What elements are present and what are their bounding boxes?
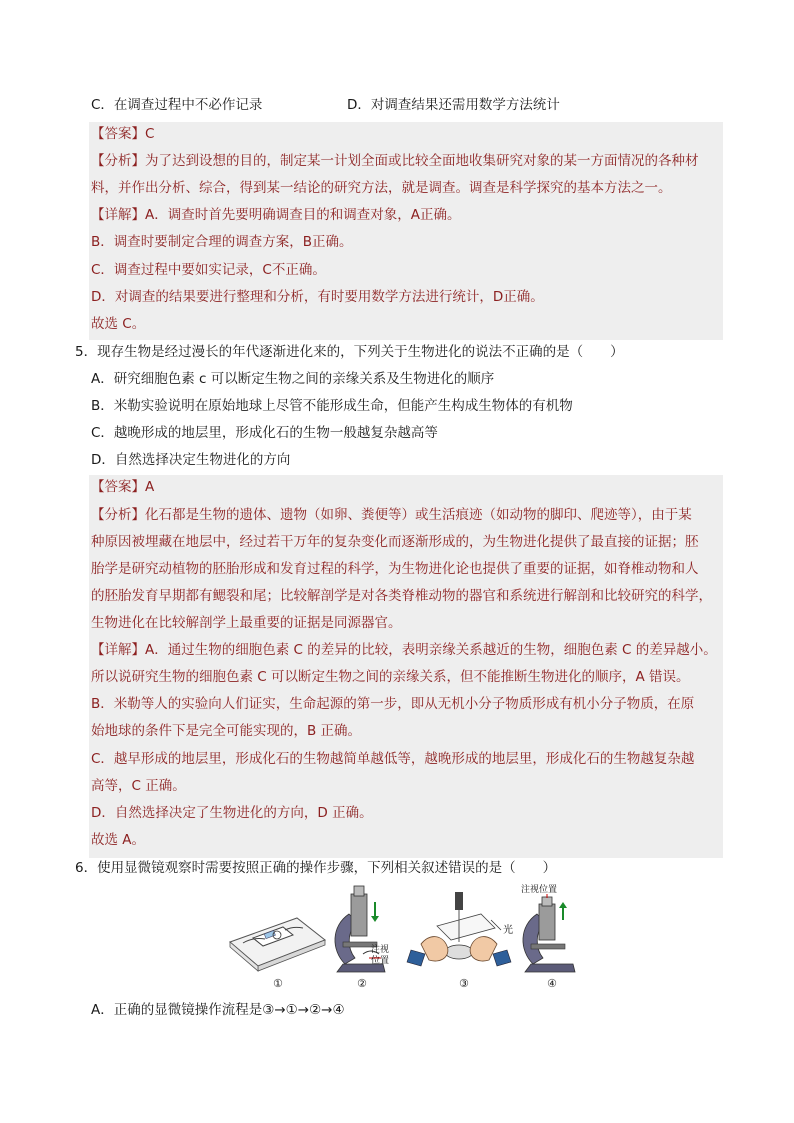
q4-answer xyxy=(91,124,154,144)
step2-microscope-illustration xyxy=(335,886,389,972)
analysis-text: 化石都是生物的遗体、遗物（如卵、粪便等）或生活痕迹（如动物的脚印、爬迹等），由于某 xyxy=(145,507,692,523)
q6-stem: 6．使用显微镜观察时需要按照正确的操作步骤，下列相关叙述错误的是（ ） xyxy=(75,860,557,876)
q6-option-a: A．正确的显微镜操作流程是③→①→②→④ xyxy=(91,1002,345,1018)
q5-analysis-line-5: 生物进化在比较解剖学上最重要的证据是同源器官。 xyxy=(91,615,402,631)
svg-text:光: 光 xyxy=(503,925,513,936)
microscope-steps-illustration xyxy=(225,880,580,992)
analysis-text: 为了达到设想的目的，制定某一计划全面或比较全面地收集研究对象的某一方面情况的各种材 xyxy=(145,153,699,169)
detail-text: A．调查时首先要明确调查目的和调查对象，A正确。 xyxy=(145,207,461,223)
q5-analysis-line-1 xyxy=(91,505,692,525)
q5-option-b: B．米勒实验说明在原始地球上尽管不能形成生命，但能产生构成生物体的有机物 xyxy=(91,398,573,414)
figure-label-step2: ② xyxy=(357,977,367,990)
q4-detail-d: D．对调查的结果要进行整理和分析，有时要用数学方法进行统计，D正确。 xyxy=(91,289,544,305)
q4-detail-c: C．调查过程中要如实记录，C不正确。 xyxy=(91,262,326,278)
q4-analysis-line-1 xyxy=(91,151,699,171)
q5-detail-a-1 xyxy=(91,640,717,660)
answer-value: A xyxy=(145,479,155,495)
step1-stage-illustration xyxy=(230,918,325,971)
q5-option-c: C．越晚形成的地层里，形成化石的生物一般越复杂越高等 xyxy=(91,425,438,441)
q5-stem: 5．现存生物是经过漫长的年代逐渐进化来的，下列关于生物进化的说法不正确的是（ ） xyxy=(75,344,624,360)
figure-label-step4: ④ xyxy=(547,977,557,990)
svg-text:位置: 位置 xyxy=(371,956,390,966)
q5-detail-b-1: B．米勒等人的实验向人们证实，生命起源的第一步，即从无机小分子物质形成有机小分子物质，在原 xyxy=(91,696,695,712)
q5-analysis-line-2: 种原因被埋藏在地层中，经过若干万年的复杂变化而逐渐形成的，为生物进化提供了最直接的证据；胚 xyxy=(91,534,699,550)
detail-tag: 【详解】 xyxy=(91,642,145,658)
q4-analysis-line-2: 料，并作出分析、综合，得到某一结论的研究方法，就是调查。调查是科学探究的基本方法之一。 xyxy=(91,180,672,196)
answer-tag: 【答案】 xyxy=(91,479,145,495)
q5-analysis-line-4: 的胚胎发育早期都有鳃裂和尾；比较解剖学是对各类脊椎动物的器官和系统进行解剖和比较研究的科学， xyxy=(91,588,712,604)
figure-label-step3: ③ xyxy=(459,977,469,990)
answer-tag: 【答案】 xyxy=(91,126,145,142)
detail-text: A．通过生物的细胞色素 C 的差异的比较，表明亲缘关系越近的生物，细胞色素 C 的差异越小。 xyxy=(145,642,717,658)
microscope-steps-figure xyxy=(225,880,580,992)
q4-detail-b: B．调查时要制定合理的调查方案，B正确。 xyxy=(91,234,353,250)
q4-detail-a xyxy=(91,205,460,225)
q4-conclusion: 故选 C。 xyxy=(91,316,146,332)
q4-option-c: C．在调查过程中不必作记录 xyxy=(91,97,263,113)
q5-detail-a-2: 所以说研究生物的细胞色素 C 可以断定生物之间的亲缘关系，但不能推断生物进化的顺序，A 错误。 xyxy=(91,669,690,685)
q5-detail-d: D．自然选择决定了生物进化的方向，D 正确。 xyxy=(91,805,373,821)
svg-text:注视: 注视 xyxy=(371,945,390,955)
q5-detail-b-2: 始地球的条件下是完全可能实现的，B 正确。 xyxy=(91,723,362,739)
q5-analysis-line-3: 胎学是研究动植物的胚胎形成和发育过程的科学，为生物进化论也提供了重要的证据，如脊椎动物和人 xyxy=(91,561,699,577)
q5-option-a: A．研究细胞色素 c 可以断定生物之间的亲缘关系及生物进化的顺序 xyxy=(91,371,495,387)
detail-tag: 【详解】 xyxy=(91,207,145,223)
analysis-tag: 【分析】 xyxy=(91,153,145,169)
svg-text:注视位置: 注视位置 xyxy=(521,885,558,895)
analysis-tag: 【分析】 xyxy=(91,507,145,523)
q5-answer xyxy=(91,477,154,497)
q5-option-d: D．自然选择决定生物进化的方向 xyxy=(91,452,291,468)
step3-mirror-illustration xyxy=(407,892,513,966)
q5-detail-c-1: C．越早形成的地层里，形成化石的生物越简单越低等，越晚形成的地层里，形成化石的生物越复杂越 xyxy=(91,751,695,767)
q5-conclusion: 故选 A。 xyxy=(91,832,146,848)
q5-detail-c-2: 高等，C 正确。 xyxy=(91,778,186,794)
figure-label-step1: ① xyxy=(273,977,283,990)
q4-option-d: D．对调查结果还需用数学方法统计 xyxy=(347,97,560,113)
step4-microscope-illustration xyxy=(521,883,575,972)
answer-value: C xyxy=(145,126,155,142)
